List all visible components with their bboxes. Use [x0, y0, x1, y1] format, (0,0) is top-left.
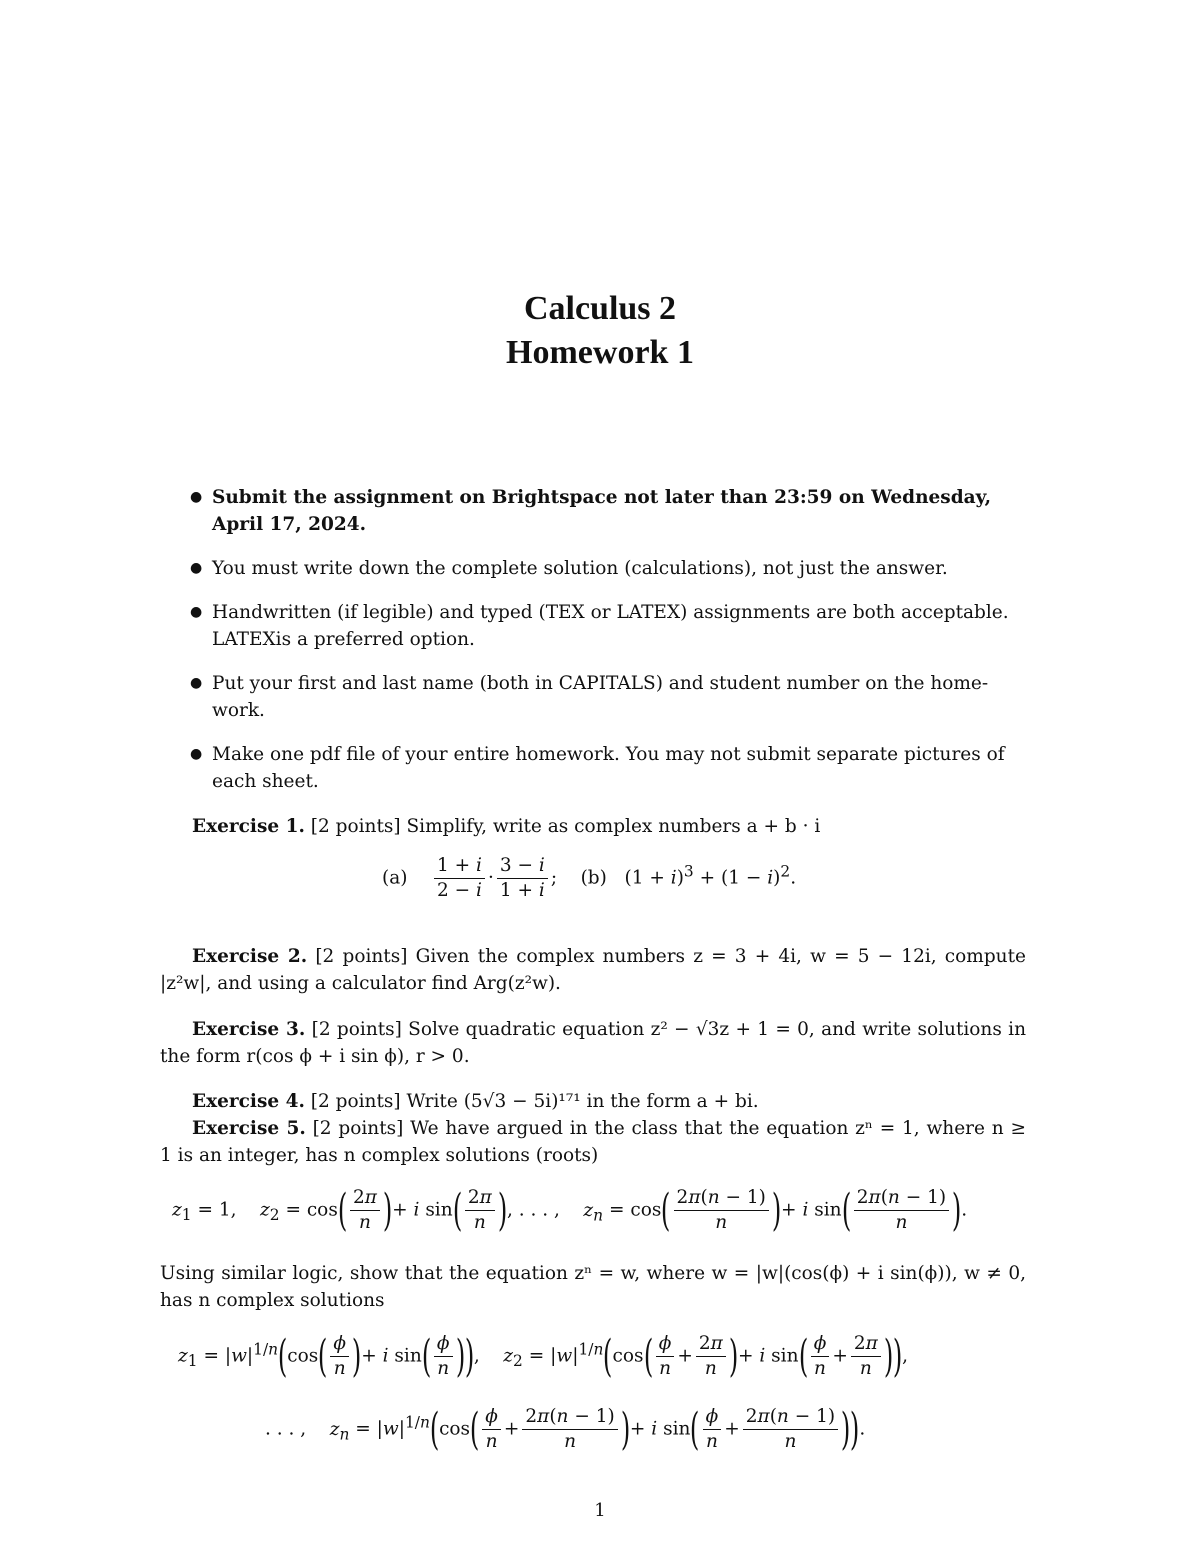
- exercise-5-continuation: Using similar logic, show that the equation zⁿ = w, where w = |w|(cos(ϕ) + i sin(ϕ)), w ≠ 0, has n complex solutions: [160, 1263, 1026, 1311]
- exercise-text: [2 points] Simplify, write as complex numbers a + b · i: [310, 816, 821, 837]
- page-number: 1: [594, 1500, 606, 1521]
- instruction-item: ● Submit the assignment on Brightspace not later than 23:59 on Wednesday, April 17, 2024.: [190, 484, 1026, 538]
- exercise-1-equation: (a) $\frac{1 + i}{2 - i}$ · $\frac{3 - i}{1 + i}$ ; (b) $(1 + i)^3 + (1 - i)^2$.: [382, 855, 797, 901]
- exercise-label: Exercise 1.: [192, 816, 305, 837]
- exercise-text: [2 points] Solve quadratic equation z² − √3z + 1 = 0, and write solutions in the form r(cos ϕ + i sin ϕ), r > 0.: [160, 1019, 1026, 1067]
- exercise-text: [2 points] We have argued in the class that the equation zⁿ = 1, where n ≥ 1 is an integer, has n complex solutions (roots): [160, 1118, 1026, 1166]
- exercise-text: [2 points] Write (5√3 − 5i)¹⁷¹ in the form a + bi.: [310, 1091, 759, 1112]
- exercise-2: [160, 943, 1026, 997]
- bullet-icon: ●: [190, 675, 203, 691]
- instruction-item: ● Put your first and last name (both in CAPITALS) and student number on the home-work.: [190, 670, 1026, 724]
- exercise-label: Exercise 4.: [192, 1091, 305, 1112]
- instructions-list: [190, 484, 1026, 812]
- bullet-icon: ●: [190, 560, 203, 576]
- title-line2: Homework 1: [506, 334, 694, 371]
- exercise-label: Exercise 2.: [192, 946, 308, 967]
- roots-of-unity-equation: $z_1 = 1$, $z_2 = \cos$( $\frac{2\pi}{n}$ )+ i sin( $\frac{2\pi}{n}$ ), . . . , $z_n = \cos$( $\frac{2\pi(n - 1)}{n}$ )+ i sin( $\frac{2\pi(n - 1)}{n}$ ).: [172, 1184, 968, 1236]
- exercise-5: [160, 1115, 1026, 1169]
- exercise-label: Exercise 3.: [192, 1019, 306, 1040]
- bullet-icon: ●: [190, 489, 203, 505]
- bullet-icon: ●: [190, 604, 203, 620]
- bullet-icon: ●: [190, 746, 203, 762]
- instruction-item: ● You must write down the complete solution (calculations), not just the answer.: [190, 555, 1026, 582]
- exercise-4: [160, 1088, 1026, 1115]
- instruction-item: ● Make one pdf file of your entire homework. You may not submit separate pictures of each sheet.: [190, 741, 1026, 795]
- exercise-1: [160, 813, 1026, 840]
- exercise-3: [160, 1016, 1026, 1070]
- instruction-item: ● Handwritten (if legible) and typed (TEX or LATEX) assignments are both acceptable. LATEXis a preferred option.: [190, 599, 1026, 653]
- title-line1: Calculus 2: [523, 290, 677, 327]
- nth-roots-equation-line1: $z_1 = |w|^{1/n}(\cos$( $\frac{\phi}{n}$ )+ i sin( $\frac{\phi}{n}$ )), $z_2 = |w|^{1/n}(\cos$( $\frac{\phi}{n}$ + $\frac{2\pi}{n}$ )+ i sin( $\frac{\phi}{n}$ + $\frac{2\pi}{n}$ )),: [178, 1330, 909, 1382]
- exercise-label: Exercise 5.: [192, 1118, 306, 1139]
- nth-roots-equation-line2: . . . , $z_n = |w|^{1/n}(\cos$( $\frac{\phi}{n}$ + $\frac{2\pi(n - 1)}{n}$ )+ i sin( $\frac{\phi}{n}$ + $\frac{2\pi(n - 1)}{n}$ )).: [265, 1403, 866, 1455]
- exercise-text: [2 points] Given the complex numbers z = 3 + 4i, w = 5 − 12i, compute |z²w|, and using a calculator find Arg(z²w).: [160, 946, 1026, 994]
